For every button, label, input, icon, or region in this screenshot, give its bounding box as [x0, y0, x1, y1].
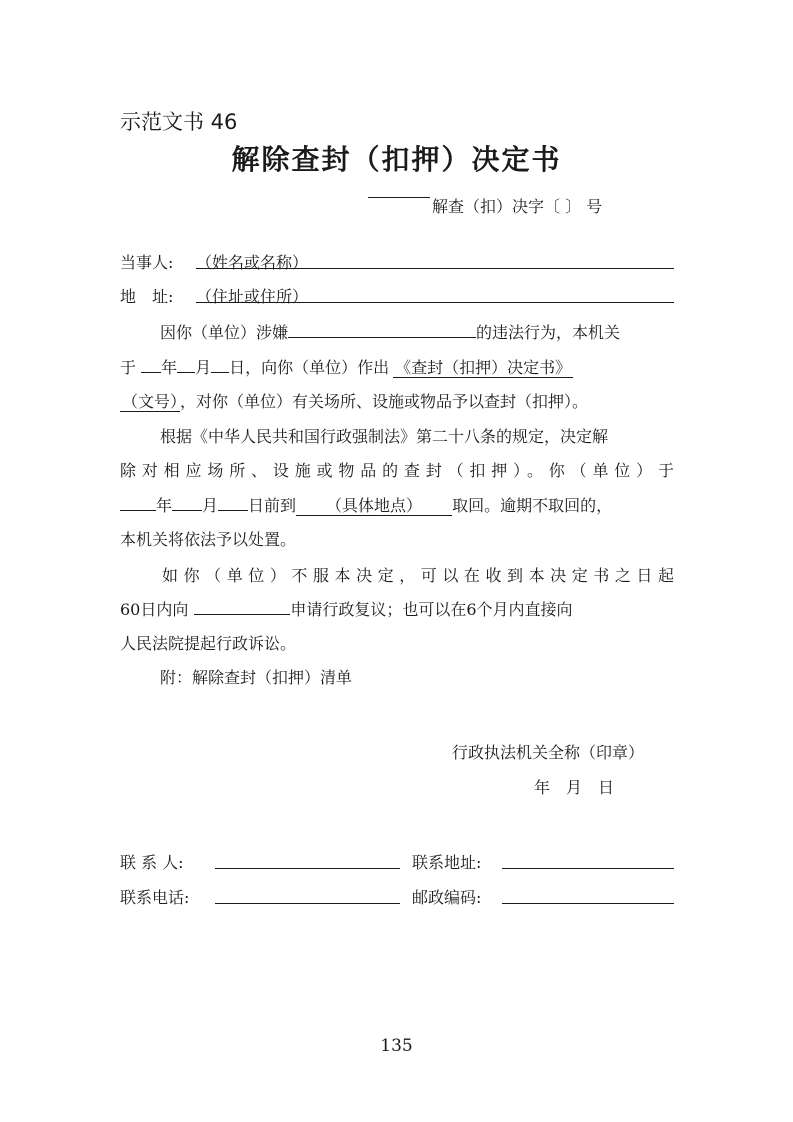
contact-person-label: 联 系 人: — [120, 853, 184, 872]
p1-line1: 因你（单位）涉嫌 的违法行为，本机关 — [160, 323, 621, 342]
p3-line1: 如你（单位）不服本决定，可以在收到本决定书之日起 — [162, 566, 674, 585]
document-label: 示范文书 46 — [120, 110, 238, 134]
address-underline — [196, 302, 674, 303]
p2-line3: 年 月 日前到 （具体地点） 取回。逾期不取回的， — [120, 493, 612, 516]
p3-line2: 60日内向 申请行政复议；也可以在6个月内直接向 — [120, 600, 573, 619]
p1-line3: （文号） ，对你（单位）有关场所、设施或物品予以查封（扣押）。 — [122, 392, 589, 411]
p2-line1: 根据《中华人民共和国行政强制法》第二十八条的规定，决定解 — [160, 427, 609, 446]
doc-number-field: （文号） — [122, 392, 179, 411]
location-field: （具体地点） — [296, 496, 452, 516]
address-label: 地 址: — [120, 287, 174, 306]
year-blank — [141, 356, 161, 373]
page-number: 135 — [380, 1036, 413, 1056]
contact-person-field — [215, 868, 400, 869]
postal-code-label: 邮政编码: — [412, 888, 482, 907]
postal-code-field — [502, 903, 674, 904]
document-number: 解查（扣）决字〔 〕 号 — [432, 197, 603, 216]
month-blank — [177, 356, 195, 373]
party-value: （姓名或名称） — [196, 253, 309, 272]
document-title: 解除查封（扣押）决定书 — [231, 143, 562, 176]
p2-year-blank — [120, 494, 156, 511]
p2-line4: 本机关将依法予以处置。 — [120, 530, 297, 549]
review-agency-blank — [194, 598, 290, 615]
contact-address-field — [502, 868, 674, 869]
attachment-note: 附：解除查封（扣押）清单 — [160, 668, 353, 687]
signature-agency: 行政执法机关全称（印章） — [452, 743, 645, 762]
p1-line2: 于 年 月 日，向你（单位）作出 《查封（扣押）决定书》 — [120, 358, 572, 377]
party-underline — [196, 268, 674, 269]
contact-phone-field — [215, 903, 400, 904]
p2-month-blank — [172, 494, 202, 511]
document-number-blank — [368, 197, 430, 198]
p2-day-blank — [218, 494, 248, 511]
p3-line3: 人民法院提起行政诉讼。 — [120, 634, 297, 653]
day-blank — [211, 356, 229, 373]
party-label: 当事人: — [120, 253, 174, 272]
contact-address-label: 联系地址: — [412, 853, 482, 872]
violation-blank — [288, 321, 476, 338]
address-value: （住址或住所） — [196, 287, 309, 306]
contact-phone-label: 联系电话: — [120, 888, 190, 907]
decision-doc-name: 《查封（扣押）决定书》 — [395, 358, 572, 377]
signature-date: 年 月 日 — [534, 778, 615, 797]
p2-line2: 除对相应场所、设施或物品的查封（扣押）。你（单位）于 — [120, 461, 674, 480]
